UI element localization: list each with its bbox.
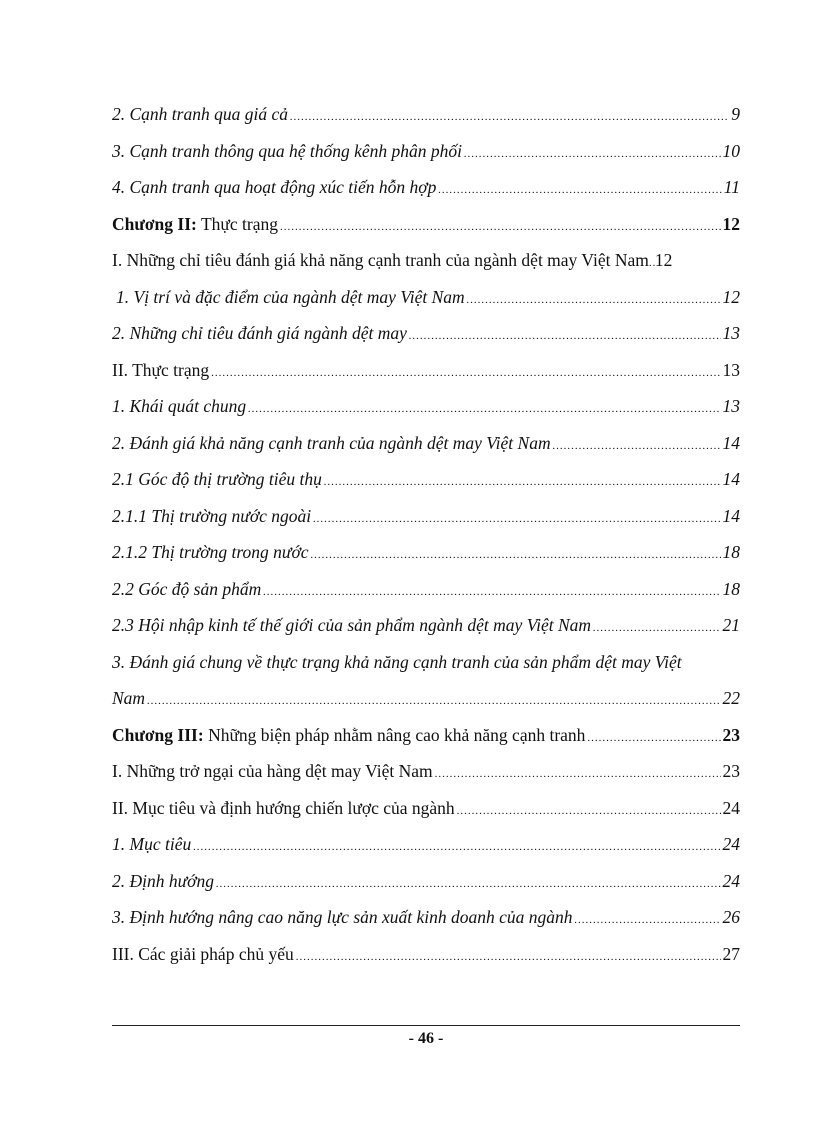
dot-leader (296, 939, 721, 976)
toc-entry-title: II. Thực trạng (112, 359, 210, 380)
toc-chapter-title (112, 717, 585, 754)
dot-leader (435, 756, 721, 793)
toc-entry-page: 12 (722, 286, 740, 307)
toc-entry-title: 2.3 Hội nhập kinh tế thế giới của sản phẩm ngành dệt may Việt Nam (112, 615, 592, 635)
toc-entry (112, 96, 740, 133)
toc-entry-title: I. Những chỉ tiêu đánh giá khả năng cạnh tranh của ngành dệt may Việt Nam (112, 250, 649, 270)
toc-entry-page: 13 (722, 396, 740, 416)
toc-entry-title: 2.1.2 Thị trường trong nước (112, 542, 309, 562)
toc-entry-page: 18 (722, 578, 740, 599)
toc-entry-page: 13 (722, 323, 740, 343)
page-number: - 46 - (408, 1030, 444, 1047)
toc-entry-title: 2.1 Góc độ thị trường tiêu thụ (112, 469, 322, 489)
dot-leader (147, 683, 720, 720)
toc-entry (112, 133, 740, 170)
toc-entry (112, 826, 740, 863)
toc-entry-title: 2. Cạnh tranh qua giá cả (112, 104, 288, 124)
dot-leader (324, 464, 721, 501)
toc-entry-page: 24 (722, 870, 740, 891)
toc-entry (112, 863, 740, 900)
toc-entry (112, 169, 740, 206)
chapter-heading: Thực trạng (200, 213, 278, 234)
dot-leader (280, 209, 721, 246)
dot-leader (467, 282, 721, 319)
table-of-contents (112, 96, 740, 972)
toc-entry-continuation (112, 680, 740, 717)
toc-entry (112, 899, 740, 936)
toc-entry (112, 279, 740, 316)
dot-leader (263, 574, 720, 611)
dot-leader (457, 793, 721, 830)
toc-entry-page: 14 (722, 469, 740, 489)
toc-entry-title: 2. Đánh giá khả năng cạnh tranh của ngành dệt may Việt Nam (112, 432, 551, 453)
dot-leader (409, 318, 721, 355)
chapter-label: Chương III: (112, 724, 204, 745)
toc-entry (112, 461, 740, 498)
toc-entry-page: 27 (722, 943, 740, 964)
toc-entry-title: I. Những trở ngại của hàng dệt may Việt Nam (112, 761, 433, 781)
toc-entry-page: 11 (723, 177, 740, 197)
toc-entry-page: 24 (722, 834, 740, 854)
toc-entry (112, 498, 740, 535)
toc-entry-title: 3. Cạnh tranh thông qua hệ thống kênh phân phối (112, 140, 462, 161)
toc-entry-page: 22 (722, 688, 740, 708)
dot-leader (216, 866, 720, 903)
toc-entry (112, 388, 740, 425)
toc-entry-page: 9 (731, 104, 740, 124)
toc-entry-title: 3. Đánh giá chung về thực trạng khả năng cạnh tranh của sản phẩm dệt may Việt (112, 651, 682, 672)
toc-entry (112, 352, 740, 389)
footer-rule (112, 1025, 740, 1026)
toc-entry (112, 936, 740, 973)
toc-entry-title: 2.2 Góc độ sản phẩm (112, 578, 262, 599)
toc-entry-page: 26 (722, 907, 740, 927)
dot-leader (290, 99, 729, 136)
toc-entry (112, 571, 740, 608)
toc-entry-title: II. Mục tiêu và định hướng chiến lược của ngành (112, 797, 455, 818)
toc-entry-title: 2.1.1 Thị trường nước ngoài (112, 505, 312, 526)
dot-leader (464, 136, 721, 173)
toc-entry-page: 14 (722, 505, 740, 526)
toc-entry-page: 10 (722, 140, 740, 161)
toc-entry-page: 23 (722, 761, 740, 781)
toc-entry (112, 425, 740, 462)
toc-entry-page: 12 (722, 213, 740, 234)
toc-entry (112, 607, 740, 644)
toc-entry (112, 534, 740, 571)
toc-entry-page: 14 (722, 432, 740, 453)
toc-entry-wrapped (112, 644, 740, 717)
toc-entry-title: 1. Vị trí và đặc điểm của ngành dệt may Việt Nam (116, 286, 465, 307)
dot-leader (248, 391, 720, 428)
toc-entry (112, 242, 740, 279)
toc-entry-title: 1. Mục tiêu (112, 834, 192, 854)
dot-leader (575, 902, 721, 939)
dot-leader (211, 355, 720, 392)
toc-entry (112, 790, 740, 827)
toc-entry (112, 315, 740, 352)
dot-leader (438, 172, 721, 209)
dot-leader (593, 610, 720, 647)
toc-entry-page: 13 (722, 359, 740, 380)
toc-chapter-title (112, 206, 278, 243)
toc-entry-title: 2. Những chỉ tiêu đánh giá ngành dệt may (112, 323, 407, 343)
toc-chapter-entry (112, 717, 740, 754)
chapter-label: Chương II: (112, 213, 197, 234)
dot-leader (587, 720, 720, 757)
toc-entry-title: 4. Cạnh tranh qua hoạt động xúc tiến hỗn hợp (112, 177, 437, 197)
toc-entry (112, 753, 740, 790)
toc-entry-title-cont: Nam (112, 688, 146, 708)
toc-entry-page: 12 (654, 250, 673, 270)
toc-entry-page: 18 (722, 542, 740, 562)
dot-leader (193, 829, 720, 866)
dot-leader (311, 537, 721, 574)
toc-entry-title: 1. Khái quát chung (112, 396, 247, 416)
dot-leader (553, 428, 721, 465)
toc-entry-title: 2. Định hướng (112, 870, 215, 891)
dot-leader (313, 501, 720, 538)
toc-entry-title: 3. Định hướng nâng cao năng lực sản xuất kinh doanh của ngành (112, 907, 573, 927)
toc-entry-page: 21 (722, 615, 740, 635)
toc-entry-page: 24 (722, 797, 740, 818)
toc-entry-title: III. Các giải pháp chủ yếu (112, 943, 294, 964)
chapter-heading: Những biện pháp nhằm nâng cao khả năng cạnh tranh (208, 724, 586, 745)
toc-entry-page: 23 (722, 724, 740, 745)
toc-chapter-entry (112, 206, 740, 243)
